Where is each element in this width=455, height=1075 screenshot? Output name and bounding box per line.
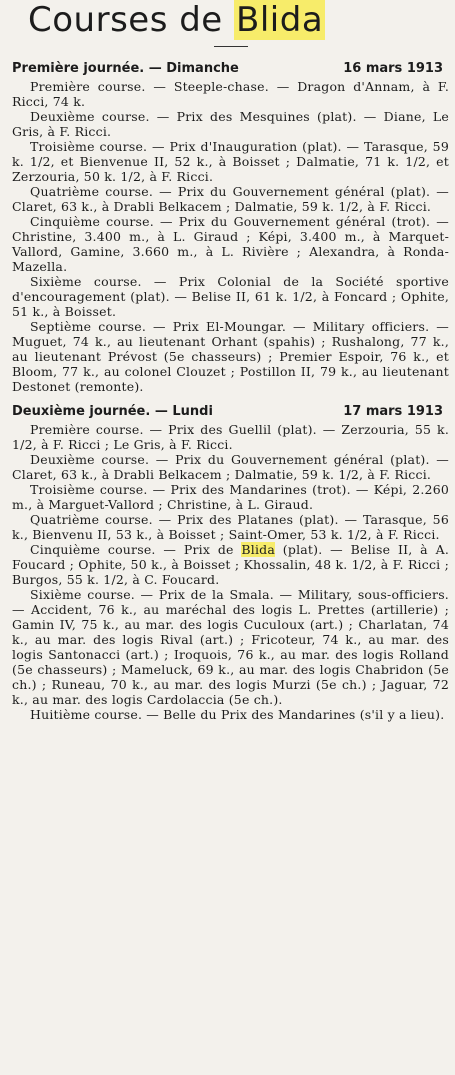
race-paragraph: Troisième course. — Prix des Mandarines (trot). — Képi, 2.260 m., à Marguet-Vallord ; Christine, à L. Giraud. <box>12 482 449 512</box>
day2-heading <box>12 404 443 420</box>
day1-heading <box>12 61 443 77</box>
title-prefix: Courses de <box>28 0 235 40</box>
race-paragraph: Première course. — Steeple-chase. — Dragon d'Annam, à F. Ricci, 74 k. <box>12 79 449 109</box>
search-highlight: Blida <box>241 542 276 557</box>
race-paragraph: Huitième course. — Belle du Prix des Mandarines (s'il y a lieu). <box>30 707 445 722</box>
race-text-after: (plat). — Belise II, à A. Foucard ; Ophite, 50 k., à Boisset ; Khossalin, 48 k. 1/2, à F. Ricci ; Burgos, 55 k. 1/2, à C. Foucard. <box>12 542 449 587</box>
day1-races <box>12 79 449 394</box>
race-paragraph: Sixième course. — Prix de la Smala. — Military, sous-officiers. — Accident, 76 k., au maréchal des logis L. Prettes (artillerie) ; Gamin IV, 75 k., au mar. des logis Cuculoux (art.) ; Charlatan, 74 k., au mar. des logis Rival (art.) ; Fricoteur, 74 k., au mar. des logis Santonacci (art.) ; Iroquois, 76 k., au mar. des logis Rolland (5e chasseurs) ; Mameluck, 69 k., au mar. des logis Chabridon (5e ch.) ; Runeau, 70 k., au mar. des logis Murzi (5e ch.) ; Jaguar, 72 k., au mar. des logis Cardolaccia (5e ch.). <box>12 587 449 707</box>
race-paragraph: Quatrième course. — Prix du Gouvernement général (plat). — Claret, 63 k., à Drabli Belkacem ; Dalmatie, 59 k. 1/2, à F. Ricci. <box>12 184 449 214</box>
race-paragraph: Quatrième course. — Prix des Platanes (plat). — Tarasque, 56 k., Bienvenu II, 53 k., à Boisset ; Saint-Omer, 53 k. 1/2, à F. Ricci. <box>12 512 449 542</box>
day2-label: Deuxième journée. — Lundi <box>12 404 213 419</box>
race-paragraph: Deuxième course. — Prix des Mesquines (plat). — Diane, Le Gris, à F. Ricci. <box>12 109 449 139</box>
title-rule <box>214 46 248 47</box>
title-highlight: Blida <box>236 0 324 40</box>
race-paragraph: Sixième course. — Prix Colonial de la Société sportive d'encouragement (plat). — Belise II, 61 k. 1/2, à Foncard ; Ophite, 51 k., à Boisset. <box>12 274 449 319</box>
race-paragraph: Troisième course. — Prix d'Inauguration (plat). — Tarasque, 59 k. 1/2, et Bienvenue II, 52 k., à Boisset ; Dalmatie, 71 k. 1/2, et Zerzouria, 50 k. 1/2, à F. Ricci. <box>12 139 449 184</box>
race-paragraph: Cinquième course. — Prix du Gouvernement général (trot). — Christine, 3.400 m., à L. Giraud ; Képi, 3.400 m., à Marquet-Vallord, Gamine, 3.660 m., à L. Rivière ; Alexandra, à Ronda-Mazella. <box>12 214 449 274</box>
article-title <box>12 0 449 42</box>
race-paragraph: Première course. — Prix des Guellil (plat). — Zerzouria, 55 k. 1/2, à F. Ricci ; Le Gris, à F. Ricci. <box>12 422 449 452</box>
race-text-before: Cinquième course. — Prix de <box>30 542 242 557</box>
race-paragraph-highlighted <box>12 542 449 587</box>
race-paragraph: Deuxième course. — Prix du Gouvernement général (plat). — Claret, 63 k., à Drabli Belkacem ; Dalmatie, 59 k. 1/2, à F. Ricci. <box>12 452 449 482</box>
day2-races <box>12 422 449 722</box>
day1-date: 16 mars 1913 <box>343 61 443 76</box>
race-paragraph: Septième course. — Prix El-Moungar. — Military officiers. — Muguet, 74 k., au lieutenant Orhant (spahis) ; Rushalong, 77 k., au lieutenant Prévost (5e chasseurs) ; Premier Espoir, 76 k., et Bloom, 77 k., au colonel Clouzet ; Postillon II, 79 k., au lieutenant Destonet (remonte). <box>12 319 449 394</box>
day1-label: Première journée. — Dimanche <box>12 61 239 76</box>
day2-date: 17 mars 1913 <box>343 404 443 419</box>
